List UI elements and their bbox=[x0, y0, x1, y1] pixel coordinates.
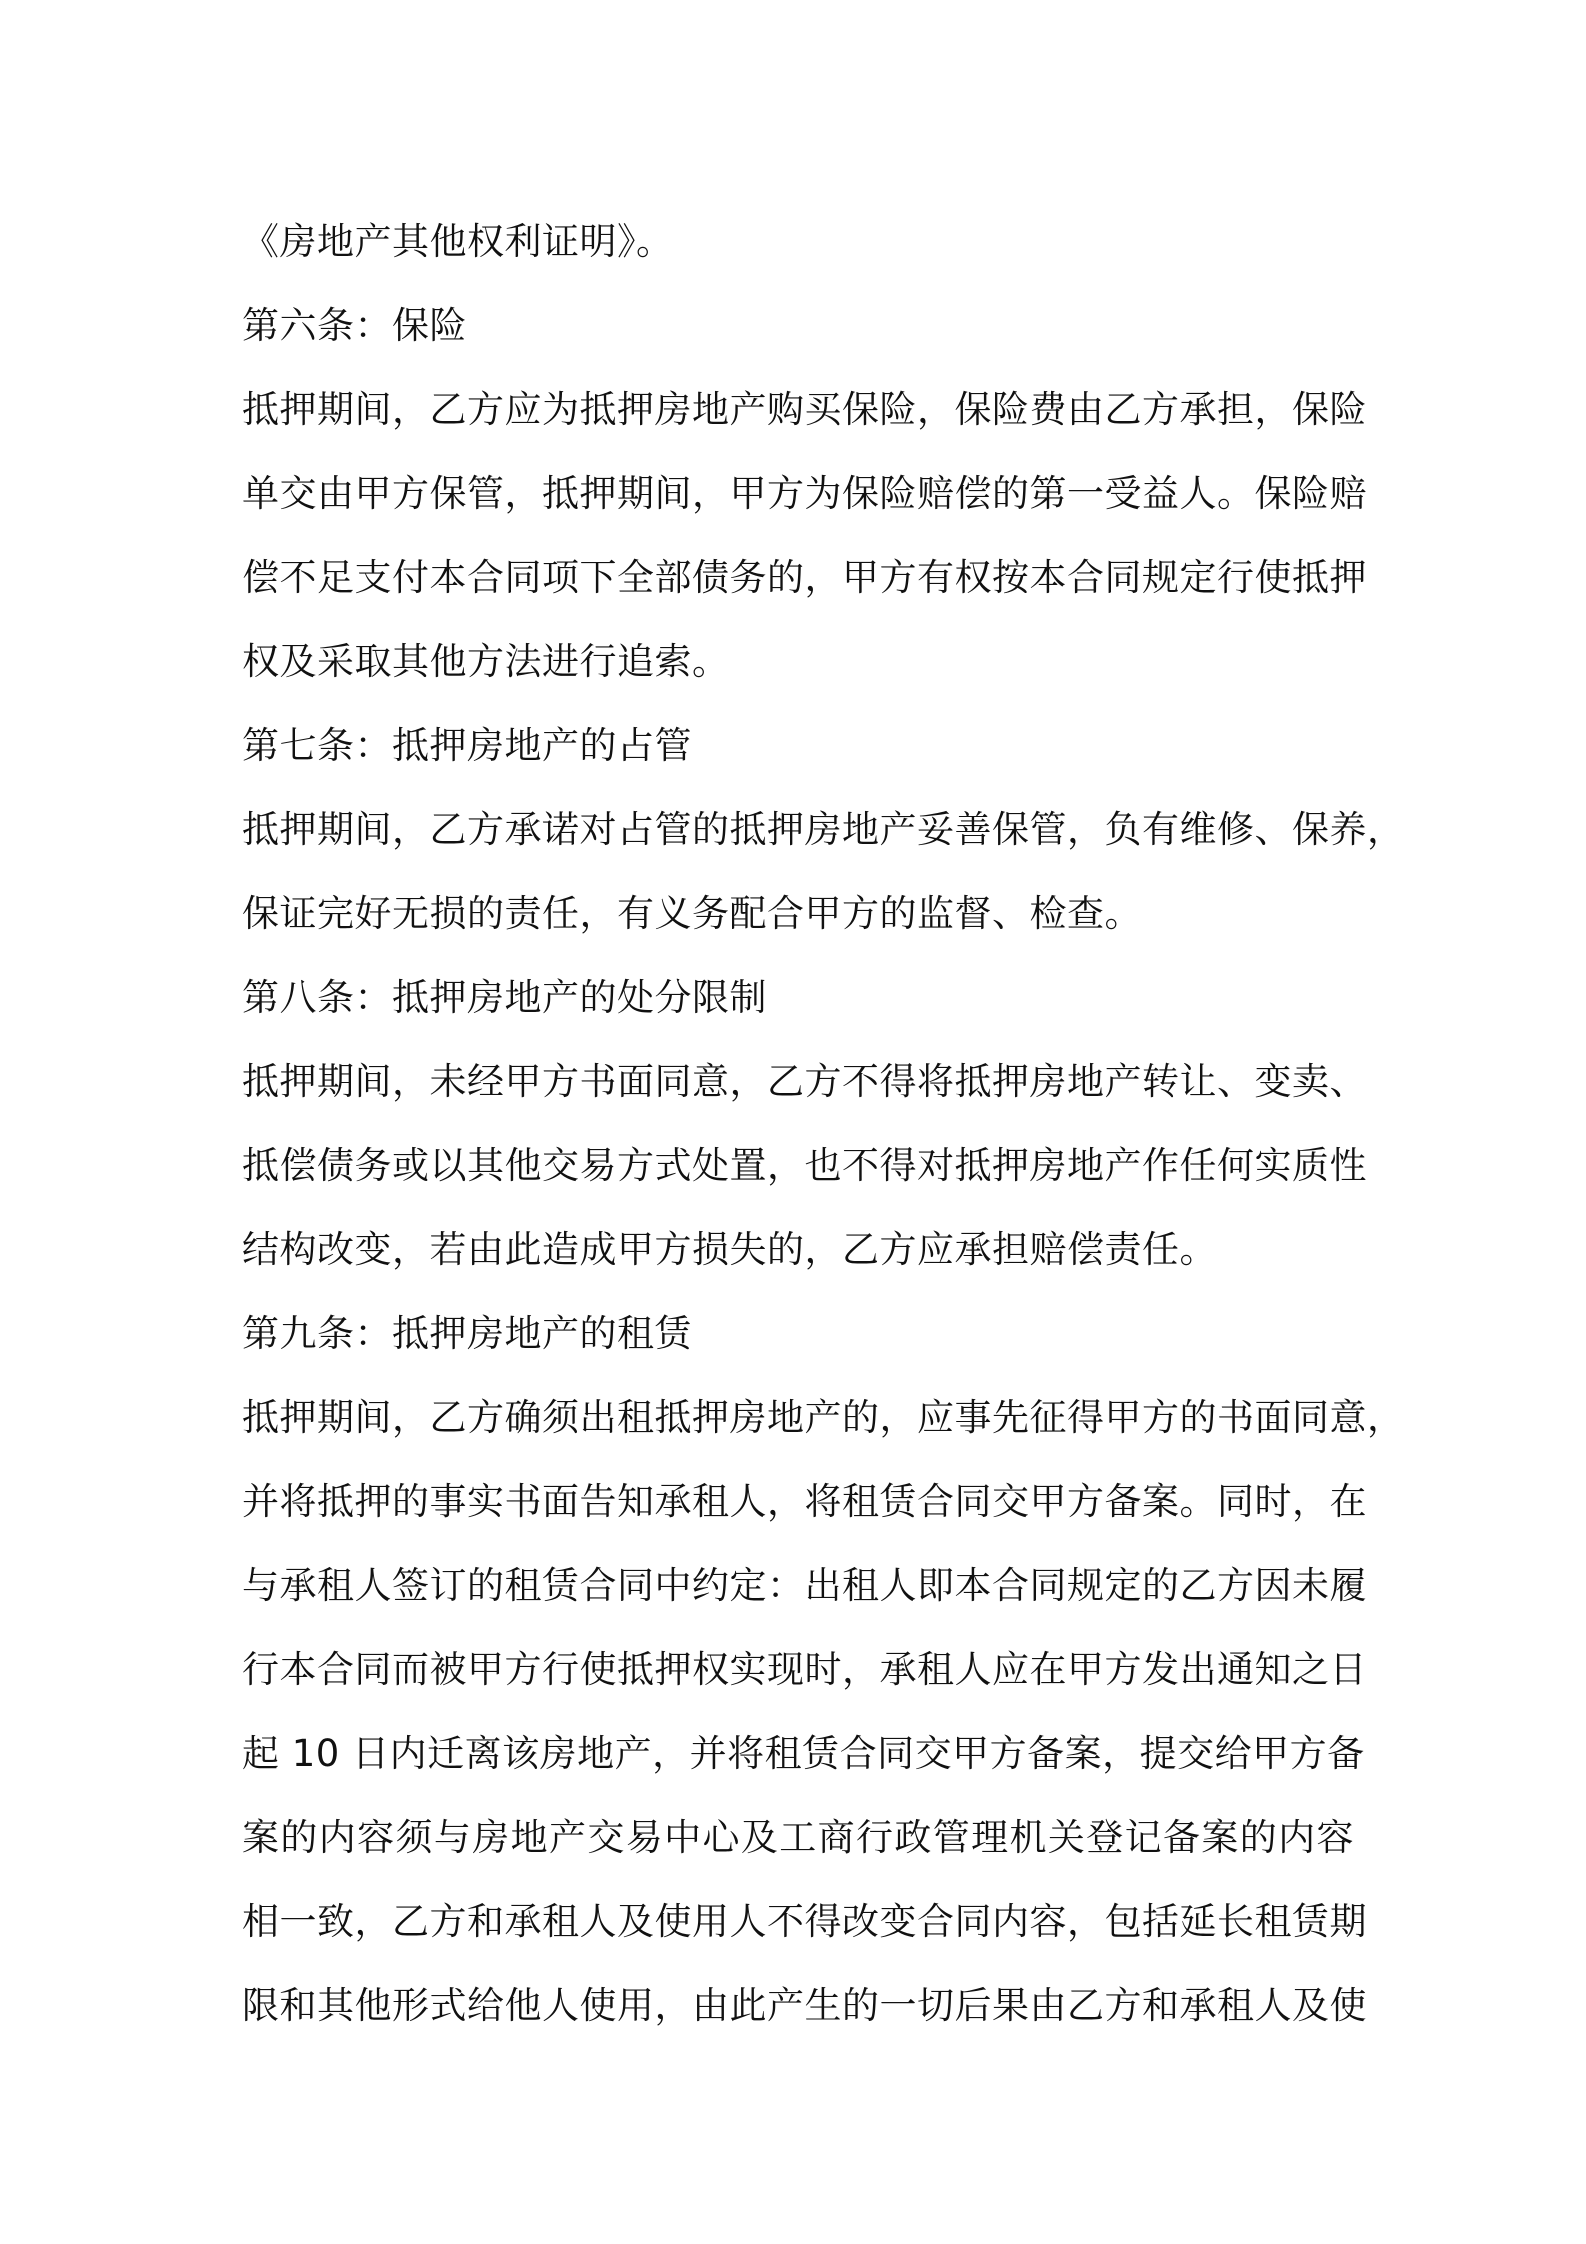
article-6-heading: 第六条：保险 bbox=[242, 304, 467, 347]
article-6-paragraph-line: 偿不足支付本合同项下全部债务的，甲方有权按本合同规定行使抵押 bbox=[242, 556, 1367, 599]
article-9-paragraph-line: 相一致，乙方和承租人及使用人不得改变合同内容，包括延长租赁期 bbox=[242, 1900, 1367, 1943]
article-8-heading: 第八条：抵押房地产的处分限制 bbox=[242, 976, 767, 1019]
article-9-heading: 第九条：抵押房地产的租赁 bbox=[242, 1312, 692, 1355]
article-9-paragraph-line: 案的内容须与房地产交易中心及工商行政管理机关登记备案的内容 bbox=[242, 1816, 1354, 1859]
article-6-paragraph-line: 抵押期间，乙方应为抵押房地产购买保险，保险费由乙方承担，保险 bbox=[242, 388, 1367, 431]
article-9-paragraph-line: 起 10 日内迁离该房地产，并将租赁合同交甲方备案，提交给甲方备 bbox=[242, 1732, 1365, 1775]
article-8-paragraph-line: 结构改变，若由此造成甲方损失的，乙方应承担赔偿责任。 bbox=[242, 1228, 1217, 1271]
article-8-paragraph-line: 抵偿债务或以其他交易方式处置，也不得对抵押房地产作任何实质性 bbox=[242, 1144, 1367, 1187]
article-7-paragraph-line: 抵押期间，乙方承诺对占管的抵押房地产妥善保管，负有维修、保养， bbox=[242, 808, 1405, 851]
article-9-paragraph-line: 并将抵押的事实书面告知承租人，将租赁合同交甲方备案。同时，在 bbox=[242, 1480, 1367, 1523]
article-6-paragraph-line: 权及采取其他方法进行追索。 bbox=[242, 640, 730, 683]
article-9-paragraph-line: 行本合同而被甲方行使抵押权实现时，承租人应在甲方发出通知之日 bbox=[242, 1648, 1367, 1691]
article-6-paragraph-line: 单交由甲方保管，抵押期间，甲方为保险赔偿的第一受益人。保险赔 bbox=[242, 472, 1367, 515]
document-body bbox=[242, 200, 1405, 2048]
article-9-paragraph-line: 限和其他形式给他人使用，由此产生的一切后果由乙方和承租人及使 bbox=[242, 1984, 1367, 2027]
article-7-paragraph-line: 保证完好无损的责任，有义务配合甲方的监督、检查。 bbox=[242, 892, 1142, 935]
text-line-continuation: 《房地产其他权利证明》。 bbox=[242, 220, 674, 263]
article-8-paragraph-line: 抵押期间，未经甲方书面同意，乙方不得将抵押房地产转让、变卖、 bbox=[242, 1060, 1367, 1103]
article-9-paragraph-line: 抵押期间，乙方确须出租抵押房地产的，应事先征得甲方的书面同意， bbox=[242, 1396, 1405, 1439]
article-7-heading: 第七条：抵押房地产的占管 bbox=[242, 724, 692, 767]
article-9-paragraph-line: 与承租人签订的租赁合同中约定：出租人即本合同规定的乙方因未履 bbox=[242, 1564, 1367, 1607]
